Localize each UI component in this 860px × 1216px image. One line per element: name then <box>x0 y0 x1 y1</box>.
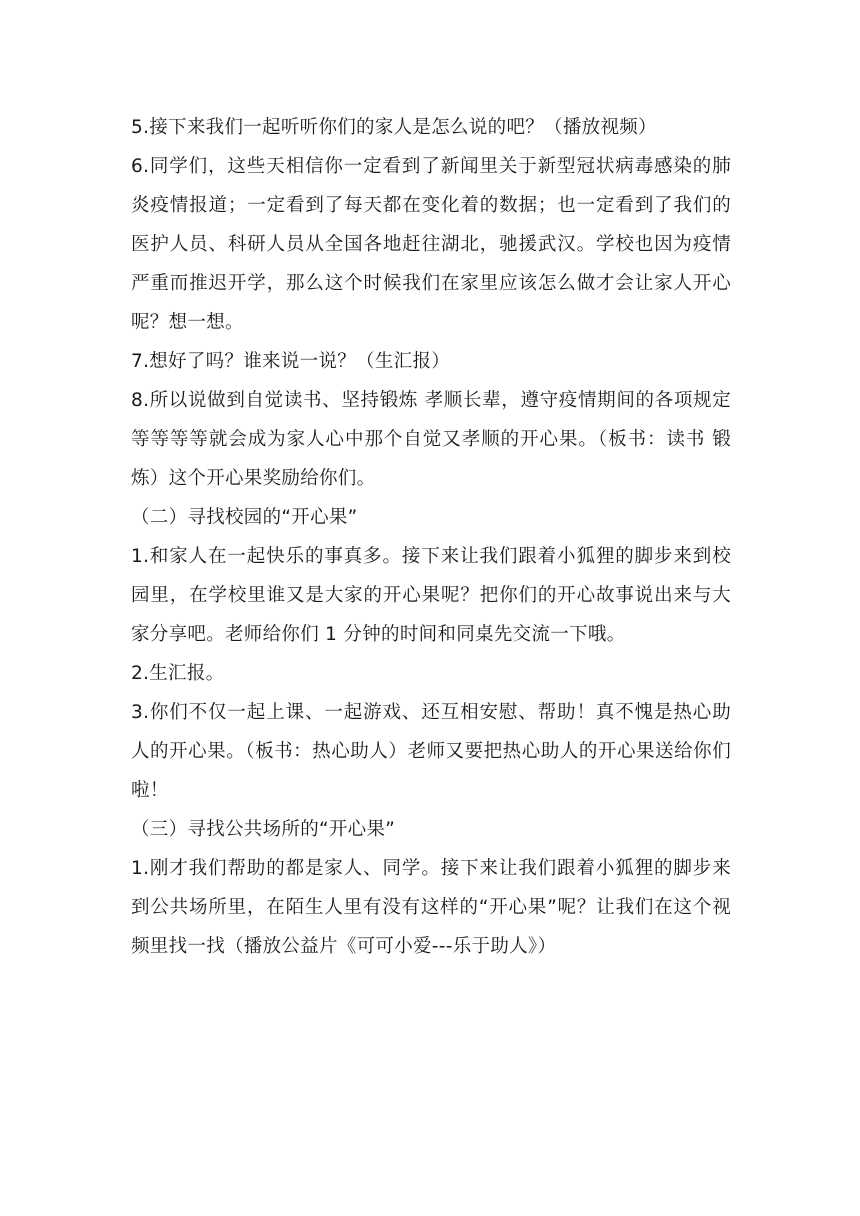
paragraph-public-1: 1.刚才我们帮助的都是家人、同学。接下来让我们跟着小狐狸的脚步来到公共场所里，在陌生人里有没有这样的“开心果”呢？让我们在这个视频里找一找（播放公益片《可可小爱---乐于助人》） <box>131 858 731 957</box>
paragraph-item-8: 8.所以说做到自觉读书、坚持锻炼 孝顺长辈，遵守疫情期间的各项规定等等等等就会成为家人心中那个自觉又孝顺的开心果。（板书：读书 锻炼）这个开心果奖励给你们。 <box>131 390 731 489</box>
paragraph-school-2: 2.生汇报。 <box>131 663 225 684</box>
paragraph-item-7: 7.想好了吗？谁来说一说？（生汇报） <box>131 351 451 372</box>
paragraph-school-1: 1.和家人在一起快乐的事真多。接下来让我们跟着小狐狸的脚步来到校园里，在学校里谁又是大家的开心果呢？把你们的开心故事说出来与大家分享吧。老师给你们 1 分钟的时间和同桌先交流一下哦。 <box>131 546 731 645</box>
document-body <box>131 108 731 966</box>
paragraph-item-6: 6.同学们，这些天相信你一定看到了新闻里关于新型冠状病毒感染的肺炎疫情报道；一定看到了每天都在变化着的数据；也一定看到了我们的医护人员、科研人员从全国各地赶往湖北，驰援武汉。学校也因为疫情严重而推迟开学，那么这个时候我们在家里应该怎么做才会让家人开心呢？想一想。 <box>131 156 731 333</box>
section-heading-2: （二）寻找校园的“开心果” <box>131 507 358 528</box>
paragraph-school-3: 3.你们不仅一起上课、一起游戏、还互相安慰、帮助！真不愧是热心助人的开心果。（板书：热心助人）老师又要把热心助人的开心果送给你们啦！ <box>131 702 731 801</box>
paragraph-item-5: 5.接下来我们一起听听你们的家人是怎么说的吧？（播放视频） <box>131 117 657 138</box>
section-heading-3: （三）寻找公共场所的“开心果” <box>131 819 396 840</box>
